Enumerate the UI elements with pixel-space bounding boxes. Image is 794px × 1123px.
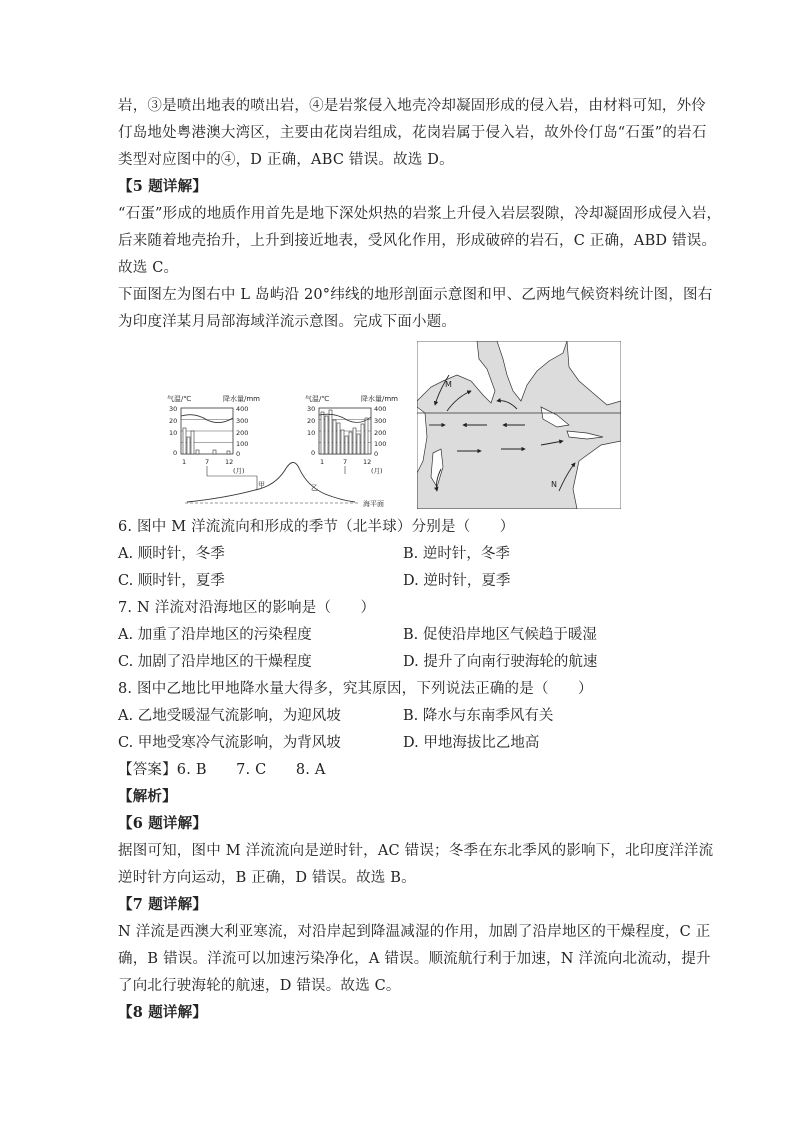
tick-label: 10 <box>169 429 178 437</box>
text-line: 仃岛地处粤港澳大湾区，主要由花岗岩组成，花岗岩属于侵入岩，故外伶仃岛“石蛋”的岩石 <box>118 125 707 141</box>
temp-axis-label: 气温/℃ <box>305 395 330 403</box>
tick-label: 100 <box>236 440 249 448</box>
tick-label: 1 <box>182 458 187 466</box>
tick-label: 300 <box>374 417 387 425</box>
text-line: 确，B 错误。洋流可以加速污染净化，A 错误。顺流航行利于加速，N 洋流向北流动，提升 <box>118 951 711 967</box>
tick-label: 12 <box>225 458 234 466</box>
place-label-jia: 甲 <box>258 481 265 489</box>
text-line: 故选 C。 <box>118 260 179 276</box>
sea-level-label: 海平面 <box>363 500 384 508</box>
question-8-option-b: B. 降水与东南季风有关 <box>403 708 554 724</box>
tick-label: 7 <box>205 458 210 466</box>
tick-label: 30 <box>307 405 316 413</box>
text-line: 逆时针方向运动，B 正确，D 错误。故选 B。 <box>118 870 416 886</box>
question-8-option-c: C. 甲地受寒冷气流影响，为背风坡 <box>118 735 341 751</box>
section-heading: 【5 题详解】 <box>118 178 208 195</box>
text-line: 为印度洋某月局部海域洋流示意图。完成下面小题。 <box>118 314 457 330</box>
question-6-option-d: D. 逆时针，夏季 <box>403 573 511 589</box>
tick-label: 10 <box>307 429 316 437</box>
tick-label: 100 <box>374 440 387 448</box>
tick-label: 20 <box>307 417 316 425</box>
temp-axis-label: 气温/℃ <box>167 395 192 403</box>
question-6-stem: 6. 图中 M 洋流流向和形成的季节（北半球）分别是（ ） <box>118 519 515 535</box>
tick-label: 0 <box>173 449 178 457</box>
current-label-m: M <box>445 380 452 389</box>
question-6-option-c: C. 顺时针，夏季 <box>118 573 225 589</box>
terrain-profile <box>187 462 355 502</box>
tick-label: 200 <box>374 429 387 437</box>
place-label-yi: 乙 <box>311 484 318 492</box>
question-7-option-b: B. 促使沿岸地区气候趋于暖湿 <box>403 627 597 643</box>
answer-line: 【答案】6. B 7. C 8. A <box>118 762 326 778</box>
question-7-stem: 7. N 洋流对沿海地区的影响是（ ） <box>118 600 376 616</box>
tick-label: 300 <box>236 417 249 425</box>
question-8-option-a: A. 乙地受暖湿气流影响，为迎风坡 <box>118 708 341 724</box>
tick-label: 30 <box>169 405 178 413</box>
precip-axis-label: 降水量/mm <box>223 395 260 403</box>
section-heading: 【8 题详解】 <box>118 1004 208 1021</box>
climate-profile-figure <box>165 390 410 512</box>
tick-label: 12 <box>363 458 372 466</box>
text-line: 后来随着地壳抬升，上升到接近地表，受风化作用，形成破碎的岩石，C 正确，ABD 错误。 <box>118 233 717 249</box>
question-7-option-a: A. 加重了沿岸地区的污染程度 <box>118 627 312 643</box>
text-line: “石蛋”形成的地质作用首先是地下深处炽热的岩浆上升侵入岩层裂隙，冷却凝固形成侵入岩， <box>118 206 722 222</box>
current-label-n: N <box>551 480 557 489</box>
ocean-current-map <box>417 341 621 509</box>
analysis-heading: 【解析】 <box>118 788 177 805</box>
text-line: 据图可知，图中 M 洋流流向是逆时针，AC 错误；冬季在东北季风的影响下，北印度洋洋流 <box>118 843 714 859</box>
month-label: (月) <box>233 467 245 475</box>
question-6-option-a: A. 顺时针，冬季 <box>118 546 225 562</box>
question-7-option-d: D. 提升了向南行驶海轮的航速 <box>403 654 598 670</box>
section-heading: 【6 题详解】 <box>118 815 208 832</box>
tick-label: 400 <box>374 405 387 413</box>
month-label: (月) <box>371 467 383 475</box>
text-line: 类型对应图中的④，D 正确，ABC 错误。故选 D。 <box>118 152 454 168</box>
tick-label: 200 <box>236 429 249 437</box>
precip-axis-label: 降水量/mm <box>361 395 398 403</box>
tick-label: 0 <box>236 450 241 458</box>
tick-label: 0 <box>374 450 379 458</box>
tick-label: 20 <box>169 417 178 425</box>
tick-label: 0 <box>311 449 316 457</box>
text-line: 了向北行驶海轮的航速，D 错误。故选 C。 <box>118 978 401 994</box>
section-heading: 【7 题详解】 <box>118 896 208 913</box>
question-6-option-b: B. 逆时针，冬季 <box>403 546 510 562</box>
question-7-option-c: C. 加剧了沿岸地区的干燥程度 <box>118 654 312 670</box>
tick-label: 400 <box>236 405 249 413</box>
temperature-curve-left <box>181 415 233 423</box>
text-line: 岩，③是喷出地表的喷出岩，④是岩浆侵入地壳冷却凝固形成的侵入岩，由材料可知，外伶 <box>118 98 706 114</box>
tick-label: 7 <box>343 458 348 466</box>
question-8-option-d: D. 甲地海拔比乙地高 <box>403 735 540 751</box>
question-8-stem: 8. 图中乙地比甲地降水量大得多，究其原因，下列说法正确的是（ ） <box>118 681 593 697</box>
text-line: N 洋流是西澳大利亚寒流，对沿岸起到降温减湿的作用，加剧了沿岸地区的干燥程度，C 正 <box>118 924 711 940</box>
tick-label: 1 <box>320 458 325 466</box>
text-line: 下面图左为图右中 L 岛屿沿 20°纬线的地形剖面示意图和甲、乙两地气候资料统计图，图右 <box>118 287 713 303</box>
